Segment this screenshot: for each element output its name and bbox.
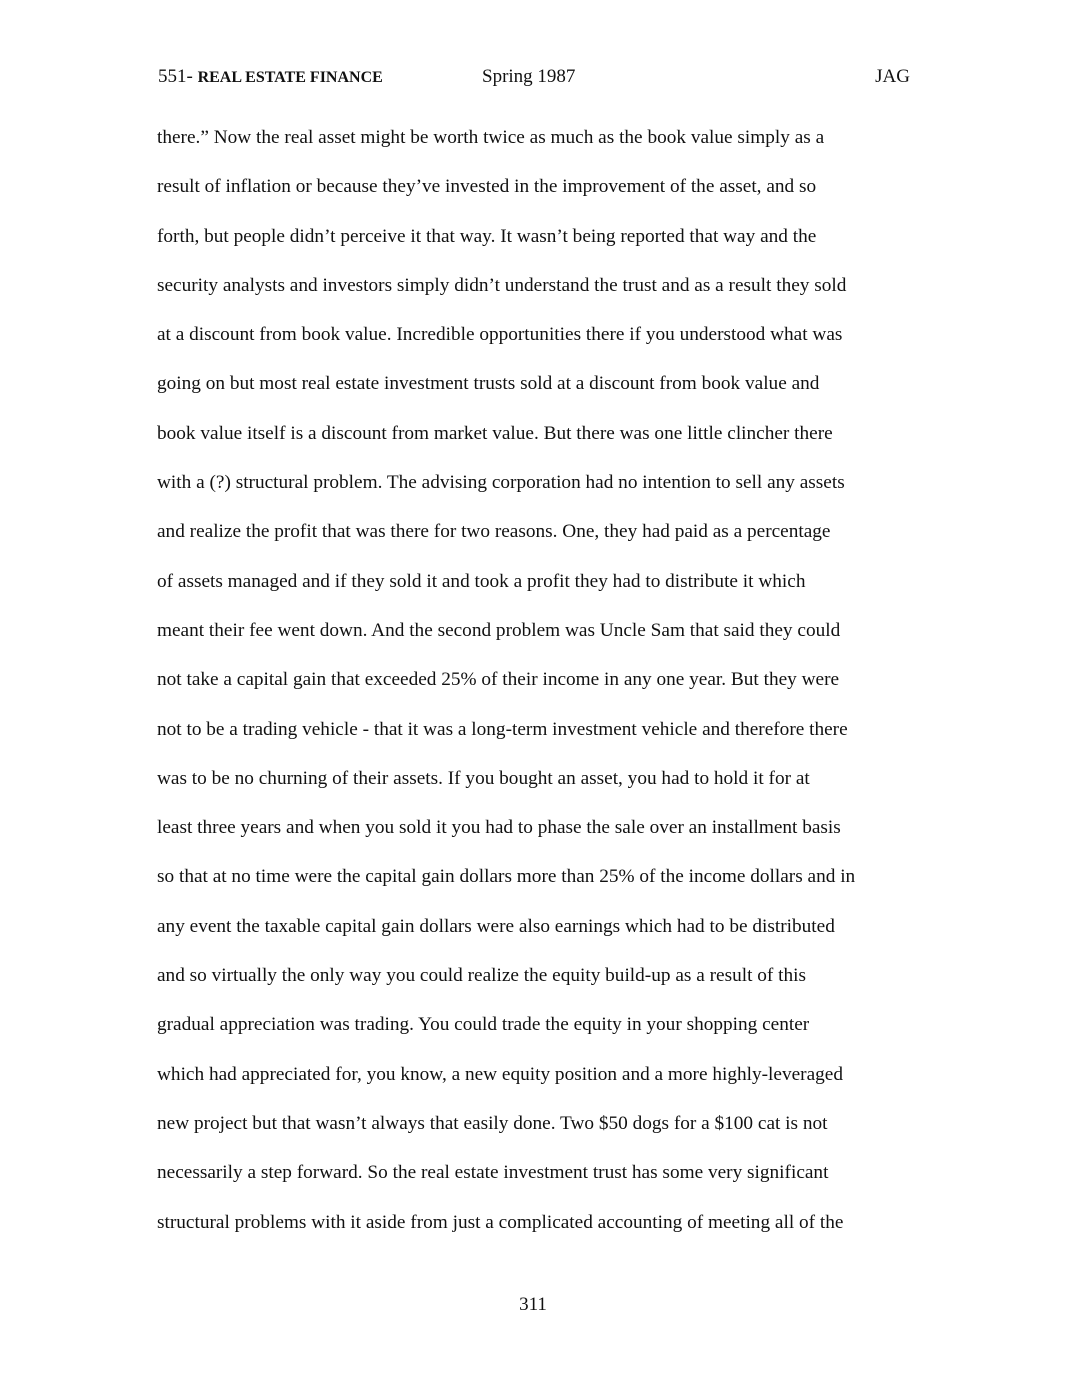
text-line: meant their fee went down. And the second problem was Uncle Sam that said they could [157,619,841,641]
text-line: not take a capital gain that exceeded 25% of their income in any one year. But they were [157,669,840,691]
text-line: gradual appreciation was trading. You could trade the equity in your shopping center [157,1014,810,1036]
author-initials: JAG [875,66,910,87]
text-line: not to be a trading vehicle - that it was a long-term investment vehicle and therefore there [157,718,848,740]
text-line: forth, but people didn’t perceive it that way. It wasn’t being reported that way and the [157,225,817,247]
course-number: 551- [158,66,198,87]
text-line: least three years and when you sold it you had to phase the sale over an installment basis [157,817,841,839]
text-line: so that at no time were the capital gain dollars more than 25% of the income dollars and in [157,866,856,888]
text-line: and so virtually the only way you could realize the equity build-up as a result of this [157,965,806,987]
text-line: of assets managed and if they sold it and took a profit they had to distribute it which [157,570,806,592]
text-line: structural problems with it aside from just a complicated accounting of meeting all of the [157,1211,844,1233]
text-line: with a (?) structural problem. The advising corporation had no intention to sell any assets [157,472,845,494]
text-line: result of inflation or because they’ve invested in the improvement of the asset, and so [157,176,817,198]
text-line: going on but most real estate investment trusts sold at a discount from book value and [157,373,820,395]
page-header [158,64,910,90]
text-line: any event the taxable capital gain dollars were also earnings which had to be distributed [157,915,835,937]
text-line: new project but that wasn’t always that easily done. Two $50 dogs for a $100 cat is not [157,1112,828,1134]
text-line: which had appreciated for, you know, a new equity position and a more highly-leveraged [157,1063,843,1085]
text-line: book value itself is a discount from market value. But there was one little clincher there [157,422,833,444]
course-title: REAL ESTATE FINANCE [197,69,383,86]
course-label [158,64,383,91]
transcript-body [157,122,917,1256]
text-line: necessarily a step forward. So the real estate investment trust has some very significant [157,1162,829,1184]
text-line: at a discount from book value. Incredible opportunities there if you understood what was [157,324,843,346]
term-label: Spring 1987 [482,66,576,87]
text-line: there.” Now the real asset might be worth twice as much as the book value simply as a [157,127,825,148]
page-number: 311 [519,1294,547,1315]
text-line: was to be no churning of their assets. If you bought an asset, you had to hold it for at [157,767,810,789]
text-line: and realize the profit that was there for two reasons. One, they had paid as a percentage [157,521,831,543]
text-line: security analysts and investors simply didn’t understand the trust and as a result they sold [157,274,847,296]
